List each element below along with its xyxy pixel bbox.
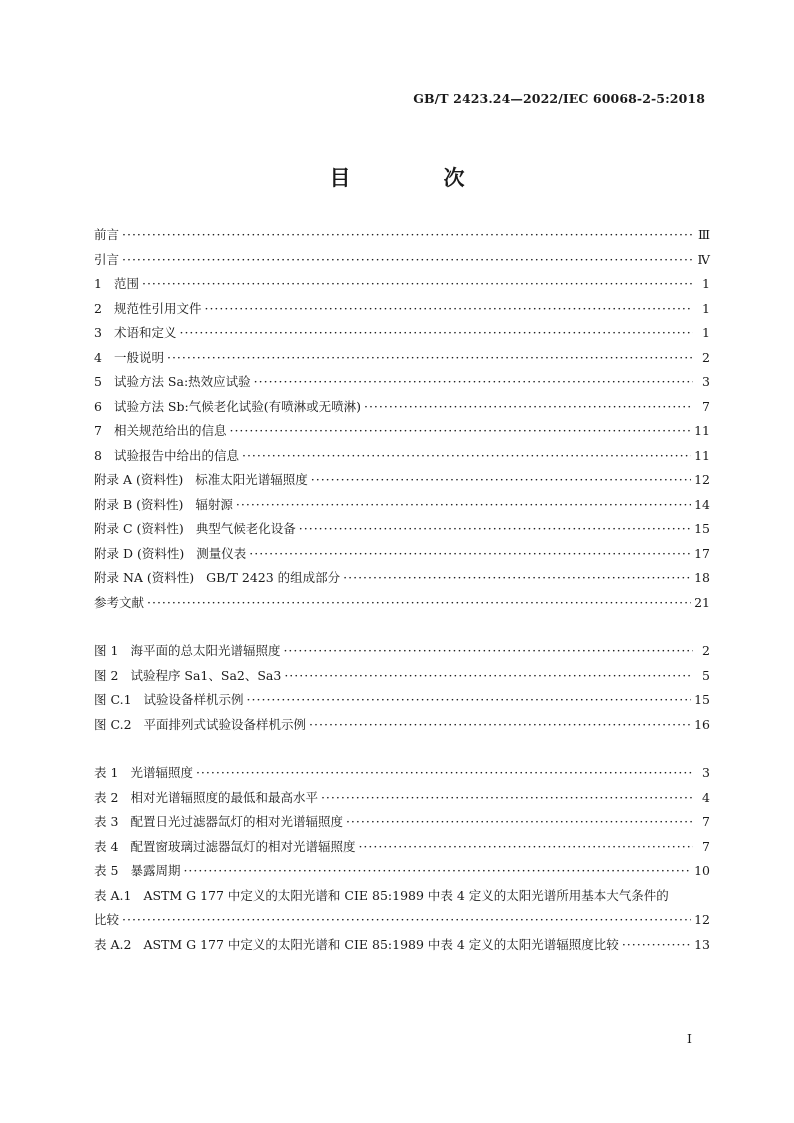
toc-entry[interactable] (94, 544, 710, 569)
toc-entry-title: 比较 (94, 912, 120, 927)
toc-entry-page: 10 (694, 863, 710, 878)
toc-entry-number: 6 (94, 398, 102, 414)
toc-entry-number: 附录 C (资料性) (94, 521, 184, 536)
toc-entry-number: 表 1 (94, 765, 119, 780)
toc-dot-leader (247, 692, 692, 707)
toc-entry-title: 光谱辐照度 (130, 765, 193, 780)
toc-entry[interactable] (94, 690, 710, 715)
toc-entry-page: 16 (694, 716, 710, 732)
toc-entry-number: 表 A.2 (94, 936, 132, 952)
toc-entry-title: 前言 (94, 227, 120, 242)
toc-entry-title: 配置日光过滤器氙灯的相对光谱辐照度 (130, 814, 343, 829)
toc-entry[interactable] (94, 446, 710, 471)
toc-entry-number: 2 (94, 300, 102, 316)
toc-dot-leader (204, 301, 693, 316)
toc-entry-page: 7 (702, 814, 710, 829)
toc-entry-title: 标准太阳光谱辐照度 (195, 472, 308, 487)
toc-entry-title: 海平面的总太阳光谱辐照度 (130, 643, 281, 658)
document-code: GB/T 2423.24—2022/IEC 60068-2-5:2018 (413, 91, 705, 106)
toc-entry-title: 规范性引用文件 (113, 300, 202, 316)
toc-entry-number: 附录 A (资料性) (94, 472, 184, 487)
toc-entry-title: 辐射源 (195, 496, 233, 512)
toc-tables-section (94, 763, 710, 959)
toc-entry[interactable] (94, 250, 710, 275)
toc-entry-title: 相对光谱辐照度的最低和最高水平 (130, 789, 318, 805)
toc-entry-number: 表 2 (94, 789, 119, 805)
toc-entry-number: 表 A.1 (94, 887, 132, 903)
toc-entry[interactable] (94, 837, 710, 862)
toc-dot-leader (346, 814, 693, 829)
toc-entry[interactable] (94, 372, 710, 397)
toc-entry-number: 8 (94, 447, 102, 463)
toc-entry-title: 范围 (113, 276, 139, 291)
toc-entry[interactable] (94, 641, 710, 666)
toc-entry[interactable] (94, 519, 710, 544)
toc-entry-title: 试验设备样机示例 (143, 692, 244, 707)
toc-entry-page: 11 (694, 447, 710, 463)
toc-entry[interactable] (94, 299, 710, 324)
toc-dot-leader (242, 448, 691, 463)
toc-entry-number: 5 (94, 374, 102, 389)
toc-entry-page: 4 (702, 789, 710, 805)
toc-entry-page: 15 (694, 521, 710, 536)
toc-main-section (94, 225, 710, 617)
toc-entry-page: 21 (694, 594, 710, 610)
toc-dot-leader (167, 350, 693, 365)
toc-entry-number: 表 4 (94, 838, 119, 854)
toc-dot-leader (122, 252, 693, 267)
toc-dot-leader (183, 863, 691, 878)
toc-dot-leader (236, 497, 691, 512)
toc-dot-leader (284, 668, 693, 683)
toc-entry-page: 1 (702, 276, 710, 291)
toc-dot-leader (249, 546, 691, 561)
toc-entry-page: Ⅳ (697, 251, 710, 267)
toc-entry-title: GB/T 2423 的组成部分 (206, 570, 341, 585)
toc-entry[interactable] (94, 788, 710, 813)
toc-entry-page: 1 (702, 300, 710, 316)
toc-dot-leader (309, 717, 691, 732)
toc-entry[interactable] (94, 348, 710, 373)
toc-dot-leader (299, 521, 691, 536)
toc-entry[interactable] (94, 666, 710, 691)
toc-entry-title: 测量仪表 (196, 545, 247, 561)
toc-entry[interactable] (94, 812, 710, 837)
toc-dot-leader (343, 570, 691, 585)
toc-entry[interactable] (94, 861, 710, 886)
toc-entry-page: 3 (702, 374, 710, 389)
toc-entry[interactable] (94, 910, 710, 935)
toc-entry[interactable] (94, 886, 710, 911)
toc-figures-section (94, 641, 710, 739)
toc-entry-page: Ⅲ (697, 227, 710, 242)
toc-entry-title: 配置窗玻璃过滤器氙灯的相对光谱辐照度 (130, 838, 356, 854)
toc-entry-number: 表 3 (94, 814, 119, 829)
toc-entry[interactable] (94, 763, 710, 788)
toc-entry-page: 18 (694, 570, 710, 585)
toc-dot-leader (229, 423, 691, 438)
toc-entry-number: 7 (94, 423, 102, 438)
toc-entry-title: ASTM G 177 中定义的太阳光谱和 CIE 85:1989 中表 4 定义的太阳光谱所用基本大气条件的 (143, 887, 669, 903)
toc-entry[interactable] (94, 568, 710, 593)
toc-entry-page: 2 (702, 643, 710, 658)
toc-entry[interactable] (94, 470, 710, 495)
toc-entry-title: 平面排列式试验设备样机示例 (143, 716, 307, 732)
toc-dot-leader (283, 643, 693, 658)
toc-entry-number: 图 2 (94, 667, 119, 683)
toc-entry-page: 7 (702, 838, 710, 854)
toc-entry-number: 附录 B (资料性) (94, 496, 184, 512)
toc-entry-number: 3 (94, 325, 102, 340)
toc-entry-number: 图 C.1 (94, 692, 132, 707)
toc-entry-title: 术语和定义 (113, 325, 177, 340)
toc-entry[interactable] (94, 421, 710, 446)
toc-entry[interactable] (94, 397, 710, 422)
toc-entry-page: 15 (694, 692, 710, 707)
toc-entry-number: 1 (94, 276, 102, 291)
toc-dot-leader (622, 937, 691, 952)
toc-entry-title: 试验方法 Sb:气候老化试验(有喷淋或无喷淋) (113, 398, 361, 414)
toc-dot-leader (179, 325, 693, 340)
toc-entry-number: 图 1 (94, 643, 119, 658)
toc-entry-title: ASTM G 177 中定义的太阳光谱和 CIE 85:1989 中表 4 定义的太阳光谱辐照度比较 (143, 936, 619, 952)
toc-entry-title: 试验程序 Sa1、Sa2、Sa3 (130, 667, 282, 683)
toc-entry-page: 3 (702, 765, 710, 780)
toc-entry-page: 7 (702, 398, 710, 414)
toc-entry[interactable] (94, 935, 710, 960)
toc-entry-page: 5 (702, 667, 710, 683)
toc-dot-leader (311, 472, 691, 487)
toc-dot-leader (142, 276, 693, 291)
toc-entry-page: 1 (702, 325, 710, 340)
toc-entry[interactable] (94, 715, 710, 740)
toc-entry-number: 附录 NA (资料性) (94, 570, 195, 585)
toc-entry-page: 14 (694, 496, 710, 512)
toc-entry-title: 试验报告中给出的信息 (113, 447, 239, 463)
toc-entry[interactable] (94, 323, 710, 348)
toc-entry[interactable] (94, 495, 710, 520)
toc-entry-title: 试验方法 Sa:热效应试验 (113, 374, 251, 389)
toc-entry-title: 暴露周期 (130, 863, 181, 878)
toc-entry-number: 表 5 (94, 863, 119, 878)
toc-entry-title: 引言 (94, 251, 120, 267)
toc-entry[interactable] (94, 593, 710, 618)
toc-entry-page: 12 (694, 472, 710, 487)
toc-entry-page: 12 (694, 912, 710, 927)
toc-dot-leader (147, 595, 691, 610)
toc-dot-leader (254, 374, 693, 389)
toc-entry-number: 图 C.2 (94, 716, 132, 732)
toc-entry-page: 11 (694, 423, 710, 438)
toc-entry[interactable] (94, 274, 710, 299)
toc-dot-leader (122, 227, 693, 242)
page-title: 目 次 (329, 165, 501, 190)
toc-dot-leader (196, 765, 693, 780)
toc-dot-leader (358, 839, 693, 854)
page-number: I (687, 1031, 692, 1046)
toc-entry-page: 13 (694, 936, 710, 952)
toc-entry-number: 4 (94, 349, 102, 365)
toc-entry-title: 一般说明 (113, 349, 164, 365)
toc-entry[interactable] (94, 225, 710, 250)
toc-entry-page: 2 (702, 349, 710, 365)
toc-dot-leader (321, 790, 693, 805)
toc-entry-page: 17 (694, 545, 710, 561)
toc-dot-leader (364, 399, 693, 414)
toc-dot-leader (122, 912, 691, 927)
toc-entry-number: 附录 D (资料性) (94, 545, 185, 561)
toc-entry-title: 参考文献 (94, 594, 145, 610)
toc-entry-title: 典型气候老化设备 (195, 521, 296, 536)
toc-entry-title: 相关规范给出的信息 (113, 423, 227, 438)
